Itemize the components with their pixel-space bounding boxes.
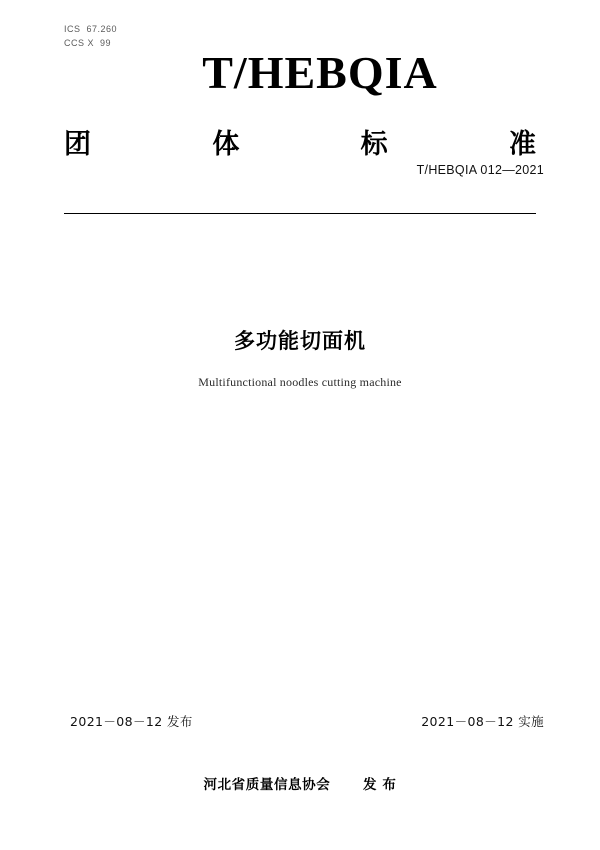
- publish-label: 发 布: [363, 777, 397, 793]
- category-char-4: 准: [508, 129, 536, 160]
- standard-number: T/HEBQIA 012—2021: [416, 163, 544, 177]
- publisher-name: 河北省质量信息协会: [203, 777, 331, 793]
- ccs-code: CCS X 99: [64, 38, 112, 48]
- ics-code: ICS 67.260: [64, 24, 118, 34]
- standard-category-heading: [64, 122, 536, 161]
- header-divider: [64, 213, 536, 214]
- standard-mark: T/HEBQIA: [202, 47, 438, 98]
- issue-date: 2021－08－12 发布: [70, 714, 193, 729]
- document-title-en: Multifunctional noodles cutting machine: [198, 375, 402, 389]
- document-title-cn: 多功能切面机: [234, 329, 366, 353]
- date-row: [70, 712, 544, 730]
- category-char-2: 体: [212, 129, 240, 160]
- publisher-line: [0, 773, 600, 793]
- implement-date: 2021－08－12 实施: [421, 714, 544, 729]
- category-char-3: 标: [360, 129, 388, 160]
- category-char-1: 团: [64, 129, 91, 160]
